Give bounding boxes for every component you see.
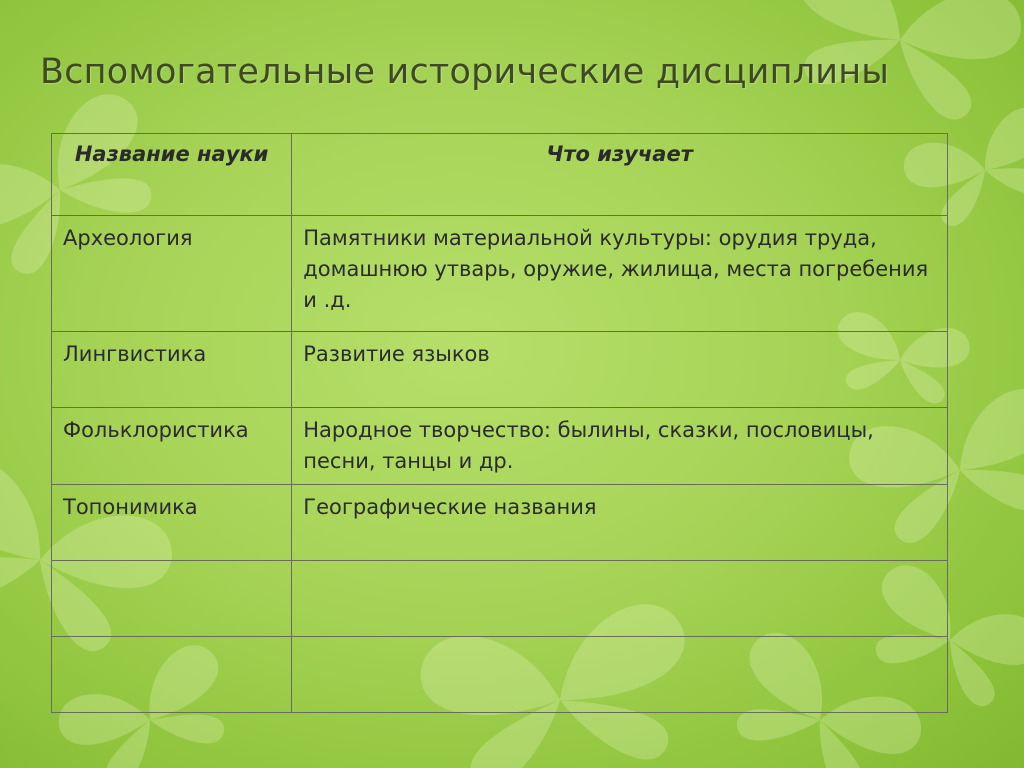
cell-discipline-description xyxy=(292,561,948,637)
disciplines-table xyxy=(51,133,948,713)
cell-discipline-name: Фольклористика xyxy=(52,408,292,485)
cell-discipline-description: Развитие языков xyxy=(292,332,948,408)
table-header-row xyxy=(52,134,948,216)
cell-discipline-name xyxy=(52,637,292,713)
cell-discipline-name: Археология xyxy=(52,216,292,332)
cell-discipline-description: Памятники материальной культуры: орудия труда, домашнюю утварь, оружие, жилища, места погребения и .д. xyxy=(292,216,948,332)
cell-discipline-description xyxy=(292,637,948,713)
table-row xyxy=(52,332,948,408)
cell-discipline-name: Топонимика xyxy=(52,485,292,561)
header-name: Название науки xyxy=(52,134,292,216)
header-what-studies: Что изучает xyxy=(292,134,948,216)
table-row xyxy=(52,637,948,713)
cell-discipline-name: Лингвистика xyxy=(52,332,292,408)
cell-discipline-description: Географические названия xyxy=(292,485,948,561)
table-row xyxy=(52,561,948,637)
table-row xyxy=(52,408,948,485)
cell-discipline-description: Народное творчество: былины, сказки, пословицы, песни, танцы и др. xyxy=(292,408,948,485)
slide-title: Вспомогательные исторические дисциплины xyxy=(40,52,890,92)
table-row xyxy=(52,216,948,332)
table-row xyxy=(52,485,948,561)
cell-discipline-name xyxy=(52,561,292,637)
